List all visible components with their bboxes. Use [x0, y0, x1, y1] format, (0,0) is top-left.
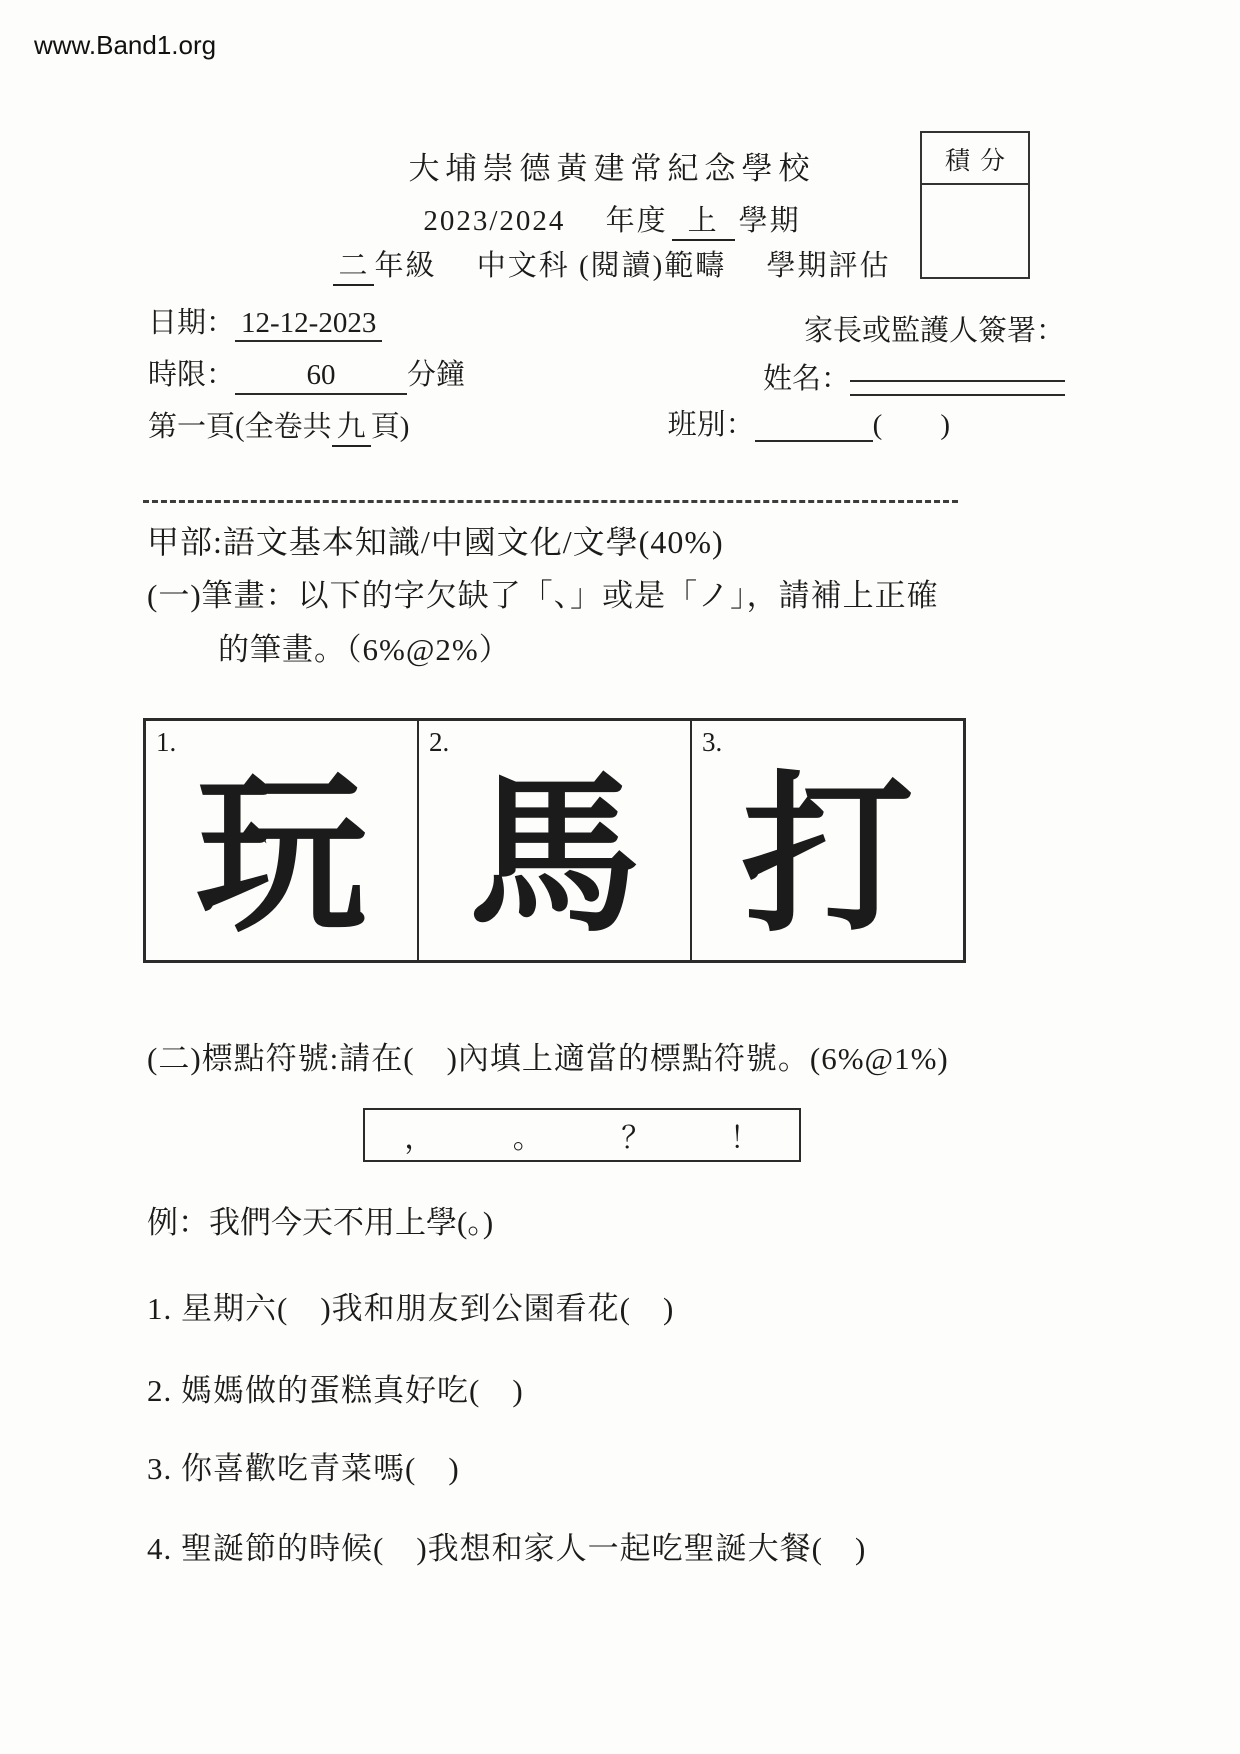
time-unit: 分鐘: [407, 359, 466, 391]
info-time-row: [148, 352, 465, 395]
year-term-underlined: 上: [672, 205, 735, 241]
header-grade-line: [0, 243, 1224, 284]
header-year-line: [0, 198, 1224, 239]
score-box-label: 積分: [922, 133, 1028, 185]
year-suffix: 學期: [738, 205, 801, 237]
header-school-name: [0, 143, 1224, 188]
date-label: 日期：: [148, 307, 236, 339]
q2-example: 例：我們今天不用上學(。): [147, 1205, 494, 1240]
page-total-underlined: 九: [332, 411, 371, 447]
school-name-text: 大埔崇德黃建常紀念學校: [408, 151, 816, 186]
signature-label: 家長或監護人簽署：: [803, 315, 1065, 347]
name-blank: [850, 366, 1065, 396]
class-parens: ( ): [872, 409, 950, 441]
cell-1-number: 1.: [156, 727, 177, 757]
name-label: 姓名：: [762, 363, 850, 395]
q2-item-1: 1. 星期六( )我和朋友到公園看花( ): [147, 1291, 675, 1326]
q1-instruction-line1: (一)筆畫：以下的字欠缺了「、」或是「ノ」，請補上正確: [147, 578, 939, 613]
q2-item-3: 3. 你喜歡吃青菜嗎( ): [147, 1451, 460, 1486]
grade-rest: 年級 中文科 (閱讀)範疇 學期評估: [374, 250, 891, 282]
section-a-title: 甲部:語文基本知識/中國文化/文學(40%): [147, 524, 724, 560]
info-page-row: [148, 404, 409, 445]
dashed-separator: [143, 500, 958, 503]
time-label: 時限：: [148, 359, 236, 391]
q1-instruction-line2: 的筆畫。（6%@2%）: [218, 632, 511, 667]
punctuation-options-box: [363, 1108, 801, 1162]
info-class-row: [620, 402, 950, 443]
time-value: 60: [235, 359, 407, 395]
date-value: 12-12-2023: [235, 307, 382, 342]
punct-fullstop: 。: [512, 1122, 543, 1155]
score-box: [920, 131, 1030, 279]
strokes-table: [143, 718, 966, 963]
punct-exclaim: ！: [729, 1122, 760, 1155]
class-blank: [755, 412, 873, 442]
cell-2-character: 馬: [468, 762, 641, 953]
q2-item-2: 2. 媽媽做的蛋糕真好吃( ): [147, 1373, 524, 1408]
cell-2-number: 2.: [429, 727, 450, 757]
page-prefix: 第一頁(全卷共: [148, 411, 332, 443]
cell-1-character: 玩: [195, 762, 368, 953]
punct-question: ？: [621, 1122, 652, 1155]
class-label: 班別：: [667, 409, 755, 441]
year-prefix: 2023/2024 年度: [423, 205, 668, 237]
q2-instruction: (二)標點符號:請在( )內填上適當的標點符號。(6%@1%): [147, 1041, 949, 1076]
page-suffix: 頁): [370, 411, 410, 443]
strokes-cell-1: [146, 721, 419, 960]
strokes-cell-3: [692, 721, 963, 960]
info-date-row: [148, 300, 382, 341]
watermark-url: www.Band1.org: [34, 30, 217, 60]
q2-item-4: 4. 聖誕節的時候( )我想和家人一起吃聖誕大餐( ): [147, 1531, 867, 1566]
grade-char-underlined: 二: [333, 250, 374, 286]
punct-comma: ，: [404, 1122, 435, 1155]
info-name-row: [620, 356, 1065, 397]
cell-3-number: 3.: [702, 727, 723, 757]
cell-3-character: 打: [741, 762, 914, 953]
strokes-cell-2: [419, 721, 692, 960]
